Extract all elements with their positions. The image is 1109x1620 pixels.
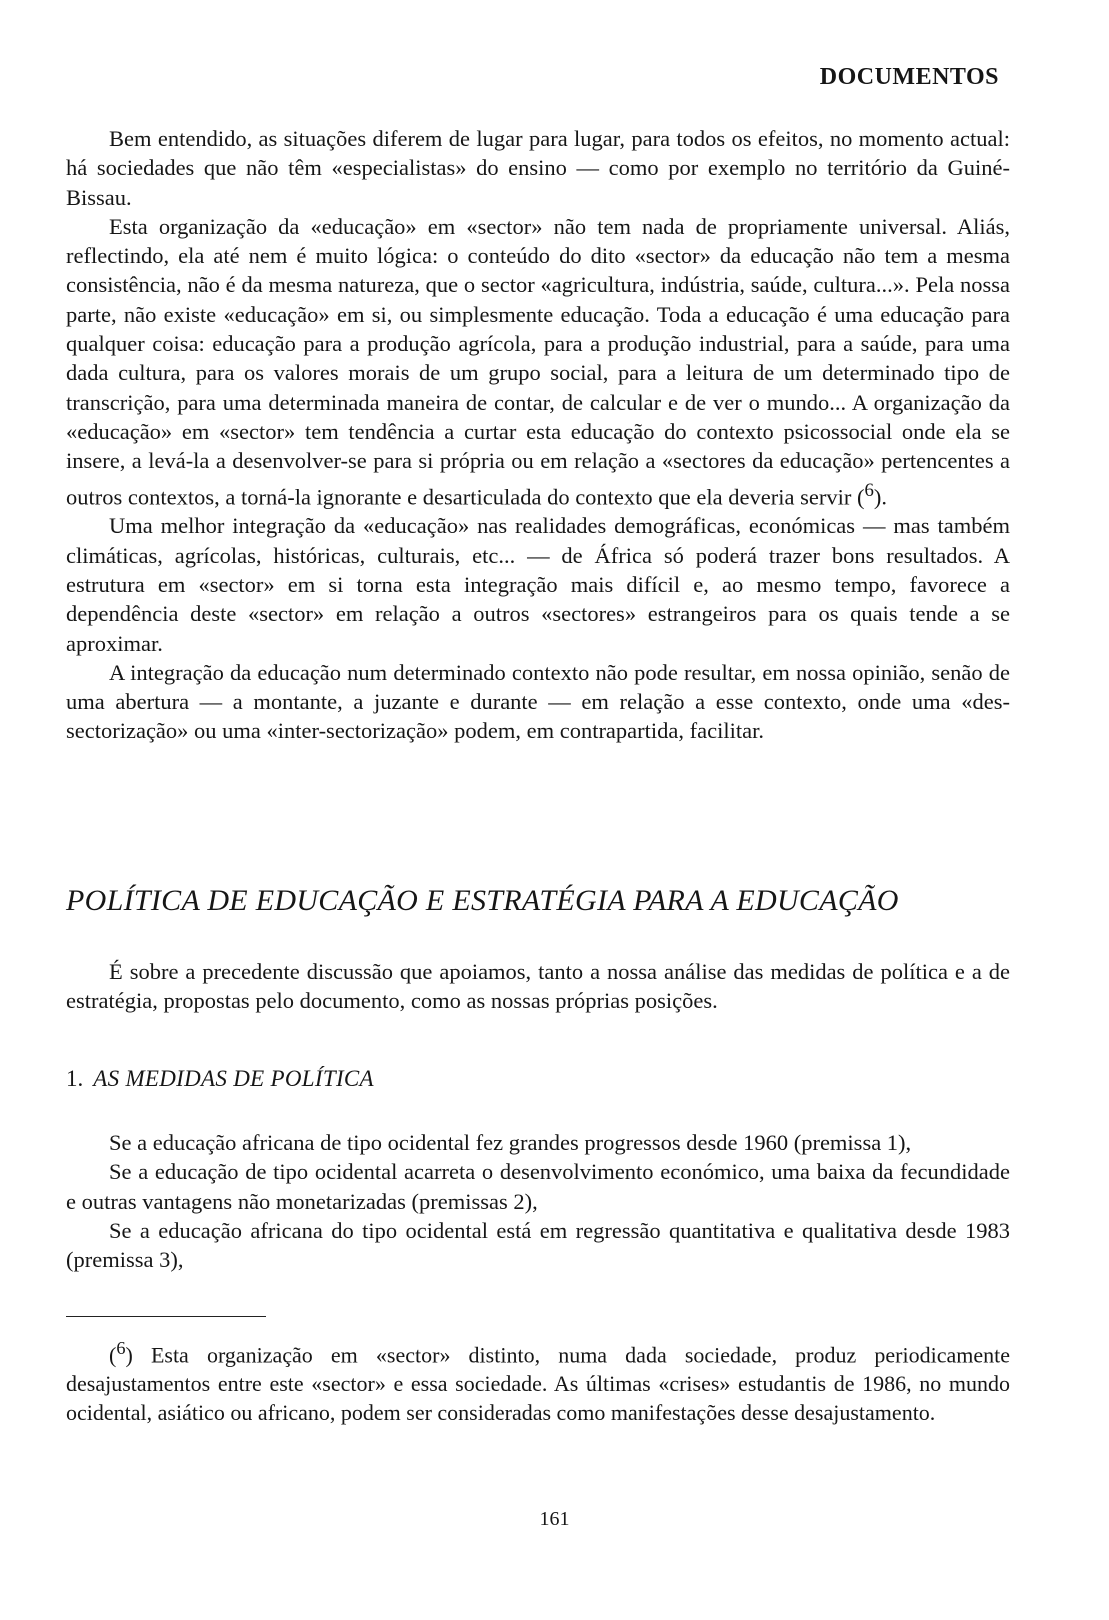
footnote-reference[interactable]: 6 (864, 479, 874, 501)
note-reference-open: ( (851, 484, 865, 510)
paragraph: Uma melhor integração da «educação» nas realidades demográficas, económicas — mas também climáticas, agrícolas, históricas, culturais, etc... — de África só poderá trazer bons resultados. A estrutura em «sector» em si torna esta integração mais difícil e, ao mesmo tempo, favorece a dependência deste «sector» em relação a outros «sectores» estrangeiros para os quais tende a se aproximar. (66, 513, 1010, 656)
note-reference-close: ). (873, 484, 887, 510)
running-head: DOCUMENTOS (819, 64, 999, 90)
footnote (66, 1334, 1010, 1428)
footnote-paragraph (66, 1334, 1010, 1428)
paragraph: Bem entendido, as situações diferem de lugar para lugar, para todos os efeitos, no momento actual: há sociedades que não têm «especialistas» do ensino — como por exemplo no território da Guiné-Bissau. (66, 126, 1010, 210)
paragraph: Se a educação de tipo ocidental acarreta o desenvolvimento económico, uma baixa da fecundidade e outras vantagens não monetarizadas (premissas 2), (66, 1159, 1010, 1214)
paragraph: É sobre a precedente discussão que apoiamos, tanto a nossa análise das medidas de política e a de estratégia, propostas pelo documento, como as nossas próprias posições. (66, 959, 1010, 1014)
paragraph: Se a educação africana do tipo ocidental está em regressão quantitativa e qualitativa desde 1983 (premissa 3), (66, 1217, 1010, 1273)
footnote-mark-close: ) (125, 1342, 133, 1368)
footnote-divider (66, 1316, 266, 1317)
footnote-mark: 6 (116, 1338, 126, 1358)
body-text (66, 124, 1010, 746)
section-title: POLÍTICA DE EDUCAÇÃO E ESTRATÉGIA PARA A EDUCAÇÃO (66, 884, 899, 917)
footnote-mark-open: ( (109, 1342, 117, 1368)
footnote-text: Esta organização em «sector» distinto, numa dada sociedade, produz periodicamente desajustamentos entre este «sector» e essa sociedade. As últimas «crises» estudantis de 1986, no mundo ocidental, asiático ou africano, podem ser consideradas como manifestações desse desajustamento. (66, 1342, 1010, 1425)
paragraph-text: Esta organização da «educação» em «sector» não tem nada de propriamente universal. Aliás, reflectindo, ela até nem é muito lógica: o conteúdo do dito «sector» da educação não tem a mesma consistência, não é da mesma natureza, que o sector «agricultura, indústria, saúde, cultura...». Pela nossa parte, não existe «educação» em si, ou simplesmente educação. Toda a educação é uma educação para qualquer coisa: educação para a produção agrícola, para a produção industrial, para a saúde, para uma dada cultura, para os valores morais de um grupo social, para a leitura de um determinado tipo de transcrição, para uma determinada maneira de contar, de calcular e de ver o mundo... A organização da «educação» em «sector» tem tendência a curtar esta educação do contexto psicossocial onde ela se insere, a levá-la a desenvolver-se para si própria ou em relação a «sectores da educação» pertencentes a outros contextos, a torná-la ignorante e desarticulada do contexto que ela deveria servir (66, 213, 1010, 510)
section-intro (66, 957, 1010, 1016)
subsection-title (66, 1066, 374, 1092)
paragraph (66, 212, 1010, 511)
paragraph: Se a educação africana de tipo ocidental fez grandes progressos desde 1960 (premissa 1), (109, 1130, 912, 1155)
subsection-number: 1. (66, 1066, 84, 1091)
paragraph: A integração da educação num determinado contexto não pode resultar, em nossa opinião, senão de uma abertura — a montante, a juzante e durante — em relação a esse contexto, onde uma «des-sectorização» ou uma «inter-sectorização» podem, em contrapartida, facilitar. (66, 659, 1010, 744)
subsection-heading: AS MEDIDAS DE POLÍTICA (93, 1066, 374, 1091)
page-number: 161 (539, 1508, 570, 1530)
premises-text (66, 1128, 1010, 1274)
